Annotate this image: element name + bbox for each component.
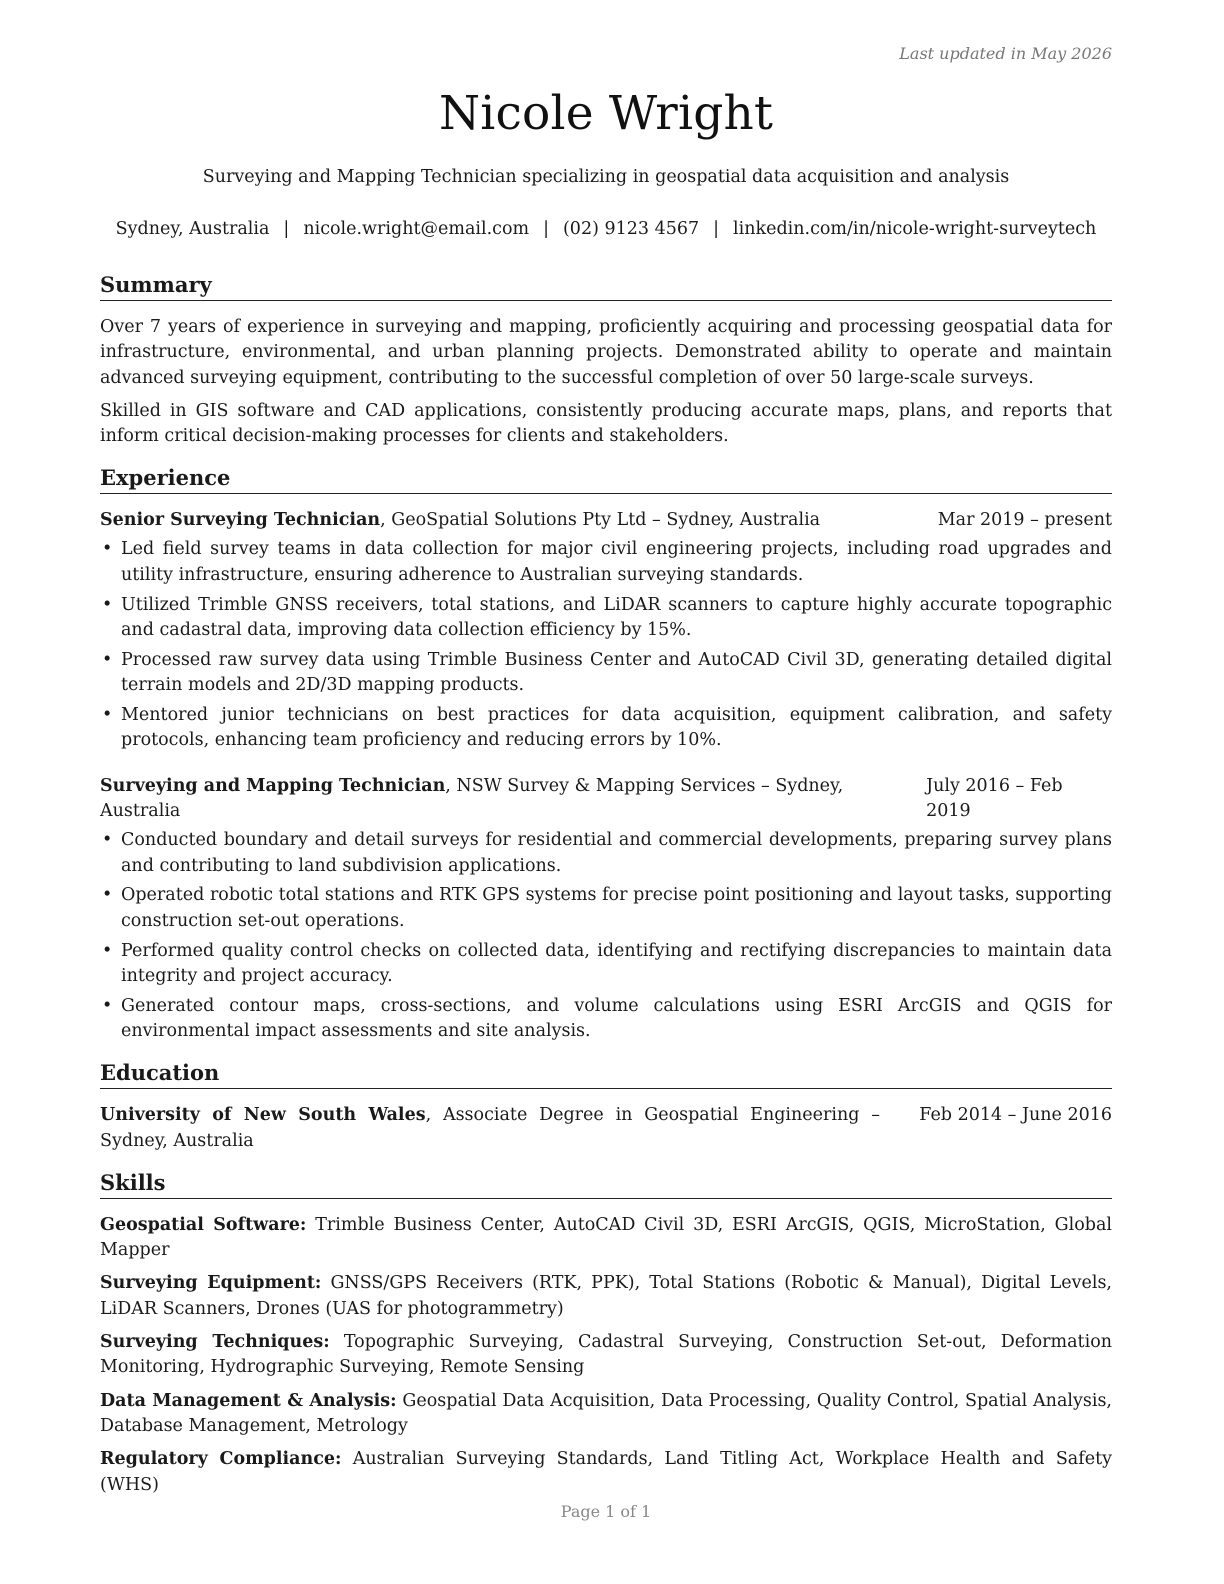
skill-item <box>100 1271 1112 1322</box>
contact-line <box>70 219 1142 239</box>
education-dates: Feb 2014 – June 2016 <box>919 1105 1112 1126</box>
contact-phone[interactable]: (02) 9123 4567 <box>562 219 700 239</box>
skill-value: Topographic Surveying, Cadastral Surveying, Construction Set-out, Deformation Monitoring, Hydrographic Surveying, Remote Sensing <box>100 1332 1112 1378</box>
job-bullets <box>100 537 1112 753</box>
skill-value: GNSS/GPS Receivers (RTK, PPK), Total Stations (Robotic & Manual), Digital Levels, LiDAR Scanners, Drones (UAS for photogrammetry) <box>100 1273 1112 1319</box>
contact-location: Sydney, Australia <box>115 219 270 239</box>
job-dates: Mar 2019 – present <box>937 510 1112 531</box>
job-bullet: • Led field survey teams in data collection for major civil engineering projects, including road upgrades and utility infrastructure, ensuring adherence to Australian surveying standards. <box>100 537 1112 588</box>
page-number: Page 1 of 1 <box>560 1502 652 1521</box>
skills-section <box>100 1168 1112 1498</box>
resume-page <box>100 0 1112 1584</box>
education-section <box>100 1058 1112 1154</box>
section-title-education: Education <box>100 1058 1112 1089</box>
education-entry <box>100 1103 1112 1154</box>
job-entry <box>100 774 1112 1044</box>
job-title-line <box>100 508 820 533</box>
education-school: University of New South Wales <box>100 1105 426 1126</box>
job-role: Surveying and Mapping Technician <box>100 776 446 797</box>
job-title-line <box>100 774 926 824</box>
job-bullet: • Generated contour maps, cross-sections, and volume calculations using ESRI ArcGIS and QGIS for environmental impact assessments and site analysis. <box>100 994 1112 1045</box>
skill-value: Trimble Business Center, AutoCAD Civil 3D, ESRI ArcGIS, QGIS, MicroStation, Global Mapper <box>100 1214 1112 1261</box>
skill-label: Data Management & Analysis: <box>100 1390 397 1411</box>
skill-value: Geospatial Data Acquisition, Data Processing, Quality Control, Spatial Analysis, Database Management, Metrology <box>100 1390 1112 1436</box>
skill-label: Geospatial Software: <box>100 1214 307 1235</box>
job-header <box>100 774 1112 824</box>
job-bullet: • Utilized Trimble GNSS receivers, total stations, and LiDAR scanners to capture highly accurate topographic and cadastral data, improving data collection efficiency by 15%. <box>100 593 1112 644</box>
skill-item <box>100 1389 1112 1440</box>
summary-paragraph: Skilled in GIS software and CAD applications, consistently producing accurate maps, plans, and reports that inform critical decision-making processes for clients and stakeholders. <box>100 400 1112 447</box>
skill-label: Surveying Techniques: <box>100 1332 330 1353</box>
contact-separator: | <box>713 219 720 239</box>
job-entry <box>100 508 1112 753</box>
skill-item <box>100 1330 1112 1381</box>
job-header <box>100 508 1112 533</box>
skill-value: Australian Surveying Standards, Land Titling Act, Workplace Health and Safety (WHS) <box>100 1449 1112 1495</box>
skill-item <box>100 1447 1112 1498</box>
summary-paragraph: Over 7 years of experience in surveying and mapping, proficiently acquiring and processing geospatial data for infrastructure, environmental, and urban planning projects. Demonstrated ability to operate and maintain advanced surveying equipment, contributing to the successful completion of over 50 large-scale surveys. <box>100 317 1112 388</box>
job-company: , NSW Survey & Mapping Services – Sydney, Australia <box>100 776 844 822</box>
job-dates: July 2016 – Feb 2019 <box>926 776 1063 822</box>
job-bullet: • Conducted boundary and detail surveys for residential and commercial developments, preparing survey plans and contributing to land subdivision applications. <box>100 828 1112 879</box>
section-title-skills: Skills <box>100 1168 1112 1199</box>
education-detail: , Associate Degree in Geospatial Engineering – Sydney, Australia <box>100 1105 880 1151</box>
summary-section <box>100 270 1112 449</box>
job-company: , GeoSpatial Solutions Pty Ltd – Sydney, Australia <box>380 510 821 531</box>
last-updated-note: Last updated in May 2026 <box>899 44 1112 63</box>
contact-separator: | <box>543 219 549 239</box>
job-bullet: • Operated robotic total stations and RTK GPS systems for precise point positioning and layout tasks, supporting construction set-out operations. <box>100 883 1112 934</box>
job-role: Senior Surveying Technician <box>100 510 381 531</box>
skill-label: Regulatory Compliance: <box>100 1449 342 1470</box>
section-title-experience: Experience <box>100 463 1112 494</box>
job-bullet: • Mentored junior technicians on best practices for data acquisition, equipment calibration, and safety protocols, enhancing team proficiency and reducing errors by 10%. <box>100 703 1112 754</box>
education-main <box>100 1103 880 1154</box>
experience-section <box>100 463 1112 1044</box>
contact-linkedin[interactable]: linkedin.com/in/nicole-wright-surveytech <box>733 219 1097 239</box>
resume-content <box>100 270 1112 1512</box>
candidate-name: Nicole Wright <box>438 86 774 141</box>
job-bullets <box>100 828 1112 1044</box>
skill-item <box>100 1213 1112 1264</box>
job-bullet: • Processed raw survey data using Trimble Business Center and AutoCAD Civil 3D, generating detailed digital terrain models and 2D/3D mapping products. <box>100 648 1112 699</box>
section-title-summary: Summary <box>100 270 1112 301</box>
skill-label: Surveying Equipment: <box>100 1273 322 1294</box>
tagline: Surveying and Mapping Technician specializing in geospatial data acquisition and analysis <box>202 167 1010 187</box>
contact-separator: | <box>283 219 290 239</box>
job-bullet: • Performed quality control checks on collected data, identifying and rectifying discrepancies to maintain data integrity and project accuracy. <box>100 939 1112 990</box>
contact-email[interactable]: nicole.wright@email.com <box>303 219 530 239</box>
